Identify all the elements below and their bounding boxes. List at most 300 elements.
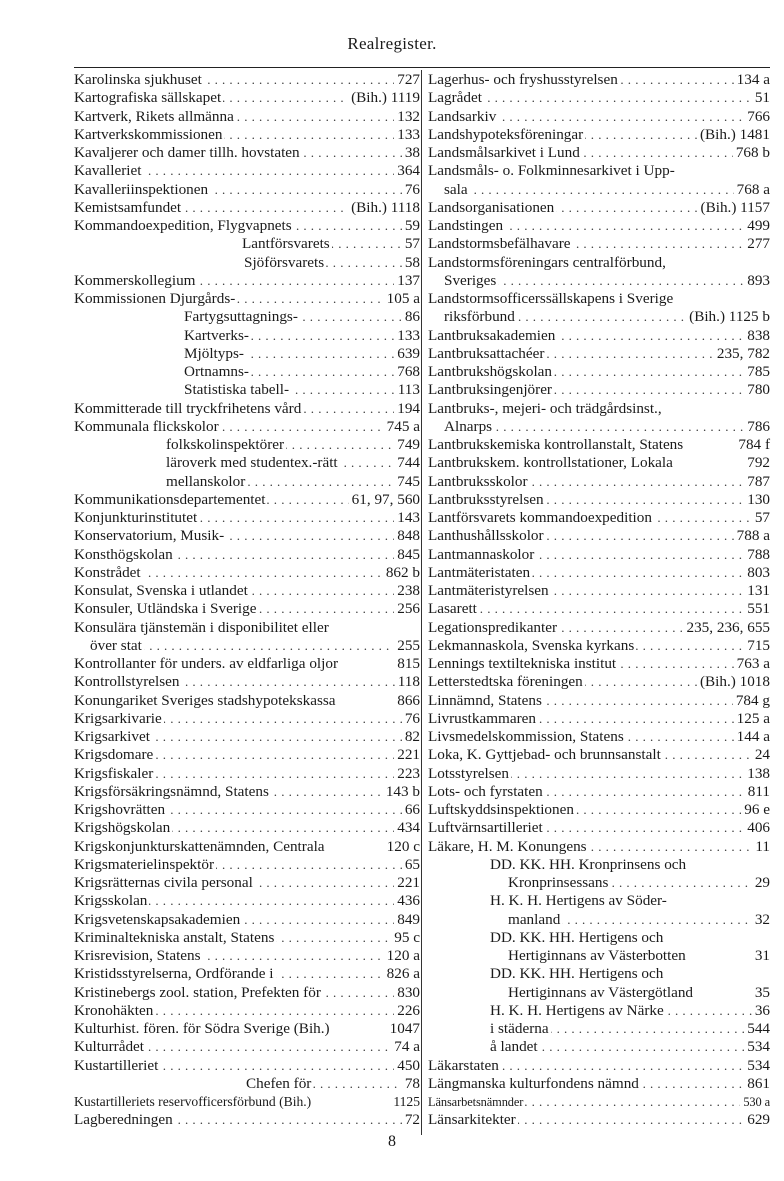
- index-entry: [428, 965, 770, 983]
- entry-page: 784 f: [735, 436, 770, 454]
- entry-text: Lagberedningen: [74, 1111, 173, 1129]
- index-entry: [74, 1002, 420, 1020]
- index-entry: [428, 363, 770, 381]
- entry-text: Sjöförsvarets: [244, 253, 325, 271]
- index-entry: [74, 655, 420, 673]
- entry-text: Lantförsvarets kommandoexpedition: [428, 509, 652, 526]
- entry-text: Landsmåls- o. Folkminnesarkivet i Upp-: [428, 162, 675, 180]
- index-entry: [428, 765, 770, 783]
- page-number: 8: [388, 1133, 396, 1150]
- index-entry: [428, 381, 770, 399]
- entry-text: Lantbruksingenjörer: [428, 381, 552, 399]
- entry-text: Krigsvetenskapsakademien: [74, 910, 241, 928]
- index-entry: [428, 254, 770, 272]
- entry-page: 57: [402, 235, 420, 253]
- entry-text: Luftvärnsartilleriet: [428, 819, 543, 837]
- entry-page: 277: [744, 235, 770, 253]
- entry-page: 32: [752, 911, 770, 929]
- entry-text: Kartografiska sällskapet: [74, 89, 222, 107]
- index-entry: [74, 71, 420, 89]
- index-entry: [74, 746, 420, 764]
- index-entry: [428, 1075, 770, 1093]
- entry-page: 815: [394, 655, 420, 673]
- entry-page: 59: [402, 217, 420, 235]
- index-entry: [428, 655, 770, 673]
- entry-text: Kristinebergs zool. station, Prefekten för: [74, 983, 321, 1001]
- dot-leader: [428, 600, 770, 618]
- index-entry: [428, 436, 770, 454]
- entry-text: Luftskyddsinspektionen: [428, 801, 574, 818]
- index-entry: [428, 783, 770, 801]
- index-entry: [74, 582, 420, 600]
- entry-text: Läkarstaten: [428, 1056, 499, 1074]
- entry-page: 406: [744, 819, 770, 837]
- entry-page: 763 a: [734, 655, 770, 673]
- entry-text: Kristidsstyrelserna, Ordförande i: [74, 965, 274, 983]
- index-entry: [74, 619, 420, 637]
- entry-page: 255: [394, 637, 420, 655]
- index-entry: [428, 1038, 770, 1056]
- index-entry: [428, 527, 770, 545]
- index-entry: [74, 345, 420, 363]
- entry-page: 256: [394, 600, 420, 618]
- index-entry: [428, 89, 770, 107]
- entry-page: 450: [394, 1057, 420, 1075]
- entry-text: Landstingen: [428, 217, 504, 234]
- entry-page: 1047: [387, 1020, 420, 1038]
- entry-page: 131: [744, 582, 770, 600]
- index-entry: [74, 965, 420, 983]
- entry-text: Sveriges: [444, 271, 497, 289]
- entry-text: i städerna: [490, 1020, 549, 1037]
- index-entry: [74, 856, 420, 874]
- index-entry: [428, 619, 770, 637]
- left-index-column: [74, 71, 420, 1130]
- index-entry: [428, 1057, 770, 1075]
- entry-page: 845: [394, 546, 420, 564]
- entry-text: sala: [444, 180, 468, 198]
- entry-text: Kustartilleriets reservofficersförbund (Bih.): [74, 1094, 312, 1109]
- index-entry: [74, 162, 420, 180]
- entry-page: 61, 97, 560: [349, 491, 420, 509]
- index-entry: [428, 162, 770, 180]
- index-entry: [74, 473, 420, 491]
- index-entry: [74, 673, 420, 691]
- index-entry: [428, 509, 770, 527]
- entry-text: Landsarkiv: [428, 107, 497, 125]
- entry-text: Konsuler, Utländska i Sverige: [74, 600, 257, 618]
- index-entry: [428, 728, 770, 746]
- entry-page: 639: [394, 345, 420, 363]
- index-entry: [428, 327, 770, 345]
- entry-text: H. K. H. Hertigens av Närke: [490, 1001, 664, 1019]
- entry-text: Lekmannaskola, Svenska kyrkans: [428, 636, 635, 654]
- entry-page: 29: [752, 874, 770, 892]
- entry-text: Kartverk, Rikets allmänna: [74, 107, 234, 125]
- entry-text: riksförbund: [444, 308, 515, 326]
- index-entry: [428, 1002, 770, 1020]
- index-entry: [428, 144, 770, 162]
- index-entry: [428, 801, 770, 819]
- entry-text: läroverk med studentex.-rätt: [166, 454, 338, 472]
- entry-page: 830: [394, 984, 420, 1002]
- entry-text: Livrustkammaren: [428, 709, 536, 727]
- entry-page: 551: [744, 600, 770, 618]
- index-entry: [74, 984, 420, 1002]
- entry-page: 130: [744, 491, 770, 509]
- entry-page: 715: [744, 637, 770, 655]
- index-entry: [74, 308, 420, 326]
- index-entry: [74, 637, 420, 655]
- entry-page: 436: [394, 892, 420, 910]
- entry-text: Konsulat, Svenska i utlandet: [74, 582, 248, 599]
- entry-text: Loka, K. Gyttjebad- och brunnsanstalt: [428, 746, 661, 764]
- entry-text: Fartygsuttagnings-: [184, 308, 298, 326]
- index-entry: [428, 308, 770, 326]
- entry-text: Lanthushållsskolor: [428, 527, 544, 545]
- entry-text: manland: [508, 910, 561, 928]
- entry-text: Krigshovrätten: [74, 801, 166, 818]
- entry-page: 786: [744, 418, 770, 436]
- right-index-column: [428, 71, 770, 1130]
- entry-text: Kommandoexpedition, Flygvapnets: [74, 217, 292, 234]
- entry-text: Kavaljerer och damer tillh. hovstaten: [74, 144, 300, 161]
- entry-page: 238: [394, 582, 420, 600]
- entry-text: Lantbrukskem. kontrollstationer, Lokala: [428, 454, 673, 472]
- entry-page: 861: [744, 1075, 770, 1093]
- index-entry: [428, 856, 770, 874]
- entry-text: Landstormsföreningars centralförbund,: [428, 253, 666, 271]
- index-entry: [74, 947, 420, 965]
- index-entry: [428, 911, 770, 929]
- entry-page: 768 b: [733, 144, 770, 162]
- entry-page: 38: [402, 144, 420, 162]
- index-entry: [428, 126, 770, 144]
- entry-text: Kronohäkten: [74, 1001, 154, 1019]
- entry-page: 226: [394, 1002, 420, 1020]
- entry-page: 364: [394, 162, 420, 180]
- entry-page: 120 c: [384, 838, 420, 856]
- index-entry: [74, 418, 420, 436]
- entry-page: 223: [394, 765, 420, 783]
- entry-text: H. K. H. Hertigens av Söder-: [490, 892, 667, 910]
- entry-page: 235, 782: [714, 345, 770, 363]
- entry-page: 36: [752, 1002, 770, 1020]
- entry-text: Konsthögskolan: [74, 545, 173, 563]
- index-entry: [74, 1075, 420, 1093]
- entry-text: Krisrevision, Statens: [74, 947, 201, 964]
- entry-text: Landshypoteksföreningar: [428, 125, 584, 143]
- entry-page: 792: [744, 454, 770, 472]
- index-entry: [74, 400, 420, 418]
- entry-text: Krigsfiskaler: [74, 764, 154, 782]
- entry-page: 76: [402, 181, 420, 199]
- index-entry: [428, 582, 770, 600]
- entry-page: 132: [394, 108, 420, 126]
- index-entry: [428, 673, 770, 691]
- index-entry: [428, 546, 770, 564]
- entry-page: 787: [744, 473, 770, 491]
- entry-page: 118: [395, 673, 420, 691]
- index-entry: [74, 838, 420, 856]
- entry-text: Landstormsofficerssällskapens i Sverige: [428, 290, 674, 307]
- entry-text: Länsarbetsnämnder: [428, 1095, 524, 1109]
- entry-page: 826 a: [384, 965, 420, 983]
- entry-text: Kulturrådet: [74, 1038, 145, 1056]
- entry-page: (Bih.) 1119: [348, 89, 420, 107]
- entry-page: 66: [402, 801, 420, 819]
- entry-text: Kavalleriinspektionen: [74, 180, 209, 198]
- entry-text: Krigsdomare: [74, 746, 154, 764]
- index-entry: [428, 418, 770, 436]
- index-entry: [74, 491, 420, 509]
- entry-page: 838: [744, 327, 770, 345]
- entry-text: Konstrådet: [74, 563, 141, 581]
- entry-page: 534: [744, 1038, 770, 1056]
- entry-page: 96 e: [741, 801, 770, 819]
- index-entry: [428, 874, 770, 892]
- index-entry: [74, 454, 420, 472]
- index-entry: [74, 600, 420, 618]
- index-entry: [428, 491, 770, 509]
- entry-page: 144 a: [734, 728, 770, 746]
- index-entry: [428, 71, 770, 89]
- entry-text: Statistiska tabell-: [184, 381, 290, 399]
- index-entry: [428, 892, 770, 910]
- entry-text: Längmanska kulturfondens nämnd: [428, 1074, 639, 1092]
- entry-text: å landet: [490, 1038, 538, 1056]
- index-entry: [74, 765, 420, 783]
- entry-page: 766: [744, 108, 770, 126]
- entry-page: 745: [394, 473, 420, 491]
- entry-page: 82: [402, 728, 420, 746]
- index-entry: [428, 746, 770, 764]
- entry-page: 137: [394, 272, 420, 290]
- entry-text: Landsorganisationen: [428, 198, 555, 216]
- index-entry: [74, 819, 420, 837]
- entry-page: 86: [402, 308, 420, 326]
- index-entry: [74, 1057, 420, 1075]
- entry-page: 784 g: [733, 692, 770, 710]
- index-entry: [74, 1093, 420, 1111]
- entry-text: Landstormsbefälhavare: [428, 235, 571, 253]
- entry-page: 768: [394, 363, 420, 381]
- entry-text: Kronprinsessans: [508, 874, 609, 891]
- entry-text: Legationspredikanter: [428, 618, 558, 636]
- index-entry: [74, 290, 420, 308]
- entry-text: Krigsskolan: [74, 892, 148, 910]
- index-entry: [74, 801, 420, 819]
- index-entry: [428, 1020, 770, 1038]
- entry-text: Kemistsamfundet: [74, 198, 182, 216]
- entry-page: 848: [394, 527, 420, 545]
- entry-text: Kavalleriet: [74, 162, 142, 180]
- dot-leader: [444, 181, 770, 199]
- entry-text: Konservatorium, Musik-: [74, 527, 225, 545]
- index-entry: [428, 929, 770, 947]
- entry-page: 57: [752, 509, 770, 527]
- entry-text: Lantbruksstyrelsen: [428, 490, 544, 508]
- entry-text: Hertiginnans av Västergötland: [508, 983, 694, 1001]
- entry-page: 768 a: [734, 181, 770, 199]
- index-entry: [74, 929, 420, 947]
- entry-page: 434: [394, 819, 420, 837]
- entry-text: Lantmannaskolor: [428, 545, 535, 563]
- index-entry: [428, 838, 770, 856]
- entry-page: (Bih.) 1018: [697, 673, 770, 691]
- entry-text: Kartverkskommissionen: [74, 125, 223, 143]
- index-entry: [74, 892, 420, 910]
- index-entry: [74, 89, 420, 107]
- entry-text: Lagerhus- och fryshusstyrelsen: [428, 71, 618, 88]
- index-entry: [74, 327, 420, 345]
- index-entry: [428, 600, 770, 618]
- index-entry: [428, 947, 770, 965]
- entry-page: 727: [394, 71, 420, 89]
- entry-text: Landsmålsarkivet i Lund: [428, 144, 580, 161]
- entry-page: (Bih.) 1125 b: [686, 308, 770, 326]
- index-entry: [428, 1111, 770, 1129]
- entry-text: Kustartilleriet: [74, 1056, 159, 1074]
- index-entry: [74, 692, 420, 710]
- entry-text: Konsulära tjänstemän i disponibilitet eller: [74, 618, 329, 636]
- entry-page: 780: [744, 381, 770, 399]
- entry-text: Krigsförsäkringsnämnd, Statens: [74, 782, 269, 800]
- index-entry: [428, 345, 770, 363]
- index-entry: [428, 235, 770, 253]
- index-entry: [74, 1020, 420, 1038]
- entry-text: Lagrådet: [428, 89, 482, 107]
- index-entry: [74, 254, 420, 272]
- entry-text: DD. KK. HH. Hertigens och: [490, 965, 664, 983]
- entry-page: 24: [752, 746, 770, 764]
- entry-text: Kriminaltekniska anstalt, Statens: [74, 928, 275, 946]
- entry-page: 65: [402, 856, 420, 874]
- entry-page: 95 c: [391, 929, 420, 947]
- entry-page: 143 b: [383, 783, 420, 801]
- entry-page: 862 b: [383, 564, 420, 582]
- entry-page: 785: [744, 363, 770, 381]
- index-entry: [74, 181, 420, 199]
- entry-text: Kommunala flickskolor: [74, 417, 219, 435]
- entry-page: 113: [395, 381, 420, 399]
- index-entry: [428, 454, 770, 472]
- entry-text: över stat: [90, 636, 142, 654]
- entry-page: (Bih.) 1157: [698, 199, 770, 217]
- entry-page: 125 a: [734, 710, 770, 728]
- entry-text: folkskolinspektörer: [166, 436, 285, 453]
- entry-page: 120 a: [384, 947, 420, 965]
- page-title: Realregister.: [347, 34, 437, 53]
- index-entry: [428, 710, 770, 728]
- entry-page: (Bih.) 1118: [348, 199, 420, 217]
- entry-text: DD. KK. HH. Hertigens och: [490, 928, 664, 946]
- entry-page: 76: [402, 710, 420, 728]
- entry-text: Lantbruks-, mejeri- och trädgårdsinst.,: [428, 399, 662, 417]
- entry-page: 78: [402, 1075, 420, 1093]
- index-entry: [74, 363, 420, 381]
- entry-text: Mjöltyps-: [184, 344, 244, 362]
- index-entry: [428, 181, 770, 199]
- index-entry: [74, 144, 420, 162]
- entry-text: Lots- och fyrstaten: [428, 782, 543, 800]
- index-entry: [428, 217, 770, 235]
- entry-text: Lotsstyrelsen: [428, 764, 509, 782]
- entry-text: Krigskonjunkturskattenämnden, Centrala: [74, 837, 325, 855]
- entry-text: Kontrollanter för unders. av eldfarliga oljor: [74, 655, 339, 672]
- entry-page: 1125: [390, 1093, 420, 1111]
- index-entry: [428, 692, 770, 710]
- entry-page: 35: [752, 984, 770, 1002]
- index-entry: [74, 874, 420, 892]
- entry-text: Krigsarkivet: [74, 728, 150, 745]
- header-rule: [74, 67, 770, 68]
- entry-text: Krigshögskolan: [74, 819, 171, 837]
- index-entry: [428, 1093, 770, 1111]
- index-entry: [428, 473, 770, 491]
- entry-page: 72: [402, 1111, 420, 1129]
- entry-page: 811: [745, 783, 770, 801]
- index-entry: [428, 819, 770, 837]
- index-entry: [74, 126, 420, 144]
- entry-page: 58: [402, 254, 420, 272]
- entry-text: Läkare, H. M. Konungens: [428, 837, 587, 855]
- entry-text: Linnämnd, Statens: [428, 691, 542, 709]
- entry-page: 105 a: [384, 290, 420, 308]
- index-entry: [74, 546, 420, 564]
- entry-page: 51: [752, 89, 770, 107]
- entry-page: 221: [394, 746, 420, 764]
- entry-page: 893: [744, 272, 770, 290]
- index-entry: [74, 509, 420, 527]
- index-entry: [428, 564, 770, 582]
- entry-page: 744: [394, 454, 420, 472]
- index-entry: [74, 436, 420, 454]
- entry-page: 194: [394, 400, 420, 418]
- entry-page: 235, 236, 655: [683, 619, 770, 637]
- index-entry: [74, 1111, 420, 1129]
- entry-text: Lantförsvarets: [242, 235, 330, 253]
- entry-page: 143: [394, 509, 420, 527]
- entry-text: Kommissionen Djurgårds-: [74, 290, 236, 307]
- entry-page: 788 a: [734, 527, 770, 545]
- index-entry: [428, 199, 770, 217]
- entry-text: Lantmäteristaten: [428, 563, 531, 581]
- entry-page: 745 a: [384, 418, 420, 436]
- entry-page: 629: [744, 1111, 770, 1129]
- index-entry: [74, 235, 420, 253]
- entry-page: 849: [394, 911, 420, 929]
- entry-text: Lasarett: [428, 600, 477, 618]
- entry-text: Länsarkitekter: [428, 1111, 516, 1129]
- entry-page: 530 a: [740, 1093, 770, 1111]
- entry-text: Alnarps: [444, 417, 493, 435]
- entry-text: Krigsarkivarie: [74, 709, 162, 727]
- entry-page: 534: [744, 1057, 770, 1075]
- entry-text: Kommitterade till tryckfrihetens vård: [74, 399, 302, 417]
- index-entry: [74, 1038, 420, 1056]
- entry-text: Konungariket Sveriges stadshypotekskassa: [74, 691, 336, 709]
- entry-text: Lantbruksskolor: [428, 472, 528, 490]
- entry-text: Lantbrukshögskolan: [428, 363, 553, 380]
- entry-text: Lantmäteristyrelsen: [428, 582, 549, 599]
- entry-page: 544: [744, 1020, 770, 1038]
- entry-text: Lantbruksattachéer: [428, 344, 545, 362]
- entry-text: Livsmedelskommission, Statens: [428, 728, 624, 745]
- index-entry: [74, 564, 420, 582]
- index-entry: [74, 381, 420, 399]
- entry-page: 221: [394, 874, 420, 892]
